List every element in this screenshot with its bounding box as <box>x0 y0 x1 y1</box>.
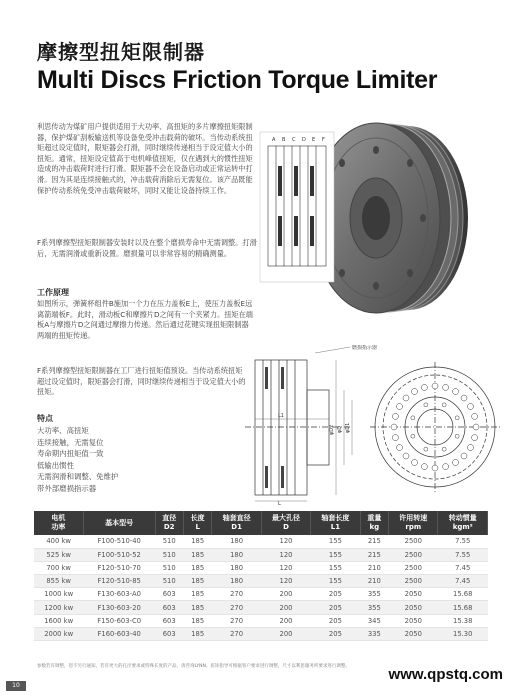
table-cell: 1000 kw <box>34 588 83 601</box>
table-cell: 355 <box>360 588 388 601</box>
table-cell: 2050 <box>389 588 438 601</box>
table-cell: 510 <box>155 548 183 561</box>
technical-drawing <box>240 345 500 505</box>
title-cn: 摩擦型扭矩限制器 <box>37 40 205 64</box>
table-cell: 210 <box>360 575 388 588</box>
bolt-hole <box>412 388 418 394</box>
part-letter: B <box>282 137 286 143</box>
table-row <box>34 614 488 627</box>
table-cell: 155 <box>311 575 360 588</box>
table-cell: 185 <box>183 561 211 574</box>
table-cell: 2050 <box>389 627 438 640</box>
table-cell: 155 <box>311 535 360 548</box>
col-header: 最大孔径 D <box>261 511 310 535</box>
spec-table <box>34 511 488 641</box>
hub-hole <box>424 447 428 451</box>
table-cell: 205 <box>311 614 360 627</box>
table-cell: 603 <box>155 601 183 614</box>
work-heading: 工作原理 <box>37 288 69 297</box>
table-cell: 270 <box>212 601 261 614</box>
hub-hole <box>455 434 459 438</box>
table-cell: 603 <box>155 614 183 627</box>
bolt-hole <box>421 464 427 470</box>
dim-label: L <box>278 501 281 505</box>
table-cell: 120 <box>261 535 310 548</box>
table-cell: 200 <box>261 627 310 640</box>
table-cell: 15.68 <box>438 601 488 614</box>
table-cell: 180 <box>212 561 261 574</box>
bolt-hole <box>432 465 438 471</box>
table-cell: 7.45 <box>438 561 488 574</box>
table-header-row <box>34 511 488 535</box>
table-cell: 700 kw <box>34 561 83 574</box>
table-cell: 2500 <box>389 575 438 588</box>
table-cell: 15.30 <box>438 627 488 640</box>
table-cell: 603 <box>155 627 183 640</box>
intro-paragraph: 利思传动为煤矿用户提供适用于大功率、高扭矩的多片摩擦扭矩限制器，保护煤矿刮板输送机等设备免受冲击载荷的破坏。当传动系统扭矩超过设定值时，限矩器会打滑，同时继续传递相当于设定值大小的扭矩。通常，扭矩设定值高于电机峰值扭矩，仅在遇到大的惯性扭矩造成的冲击载荷时进行打滑。限矩器不会在设备启动或正常运转中打滑。因为其是连续接触式的，冲击载荷消除后无需复位。该产品既能保护传动系统免受冲击载荷破坏，同时又能让设备持续工作。 <box>37 122 253 195</box>
table-cell: 7.45 <box>438 575 488 588</box>
table-cell: 345 <box>360 614 388 627</box>
page-number: 10 <box>6 681 26 691</box>
bolt-hole <box>468 404 474 410</box>
bolt-hole <box>461 453 467 459</box>
table-cell: F160-603-40 <box>83 627 155 640</box>
bolt-hole <box>443 384 449 390</box>
table-cell: 185 <box>183 535 211 548</box>
table-cell: 200 <box>261 614 310 627</box>
feature-item: 寿命期内扭矩值一致 <box>37 449 104 459</box>
watermark: www.qpstq.com <box>388 666 503 683</box>
table-cell: 2500 <box>389 535 438 548</box>
table-cell: 205 <box>311 588 360 601</box>
table-cell: 180 <box>212 575 261 588</box>
table-cell: 155 <box>311 548 360 561</box>
table-cell: 185 <box>183 548 211 561</box>
bolt-hole <box>472 435 478 441</box>
table-cell: F130-603-A0 <box>83 588 155 601</box>
feature-item: 连续接触，无需复位 <box>37 437 104 447</box>
hub-hole <box>411 416 415 420</box>
bolt-hole <box>443 464 449 470</box>
table-row <box>34 548 488 561</box>
table-cell: 205 <box>311 601 360 614</box>
dim-label: φD1 <box>345 422 351 433</box>
table-row <box>34 561 488 574</box>
bolt-hole <box>473 424 479 430</box>
table-cell: 155 <box>311 561 360 574</box>
table-cell: F100-510-52 <box>83 548 155 561</box>
col-header: 重量 kg <box>360 511 388 535</box>
table-cell: 7.55 <box>438 535 488 548</box>
table-cell: 400 kw <box>34 535 83 548</box>
table-row <box>34 627 488 640</box>
part-letter: D <box>302 137 306 143</box>
table-cell: 270 <box>212 627 261 640</box>
col-header: 直径 D2 <box>155 511 183 535</box>
intro-paragraph-2: F系列摩擦型扭矩限制器安装时以及在整个磨损寿命中无需调整。打滑后，无需润滑或重新设置。磨损量可以非常容易的精确测量。 <box>37 238 257 258</box>
table-cell: 355 <box>360 601 388 614</box>
table-cell: 855 kw <box>34 575 83 588</box>
hub-hole <box>455 416 459 420</box>
col-header: 长度 L <box>183 511 211 535</box>
table-cell: F130-603-20 <box>83 601 155 614</box>
bolt-hole <box>396 445 402 451</box>
table-cell: 525 kw <box>34 548 83 561</box>
dim-label: L1 <box>278 413 284 419</box>
table-cell: 185 <box>183 614 211 627</box>
features-list <box>37 425 118 495</box>
bolt-hole <box>453 388 459 394</box>
table-cell: 185 <box>183 588 211 601</box>
table-cell: 215 <box>360 535 388 548</box>
table-cell: 180 <box>212 535 261 548</box>
table-row <box>34 601 488 614</box>
part-letter: E <box>312 137 316 143</box>
hub-hole <box>442 447 446 451</box>
col-header: 电机 功率 <box>34 511 83 535</box>
bolt-hole <box>391 424 397 430</box>
bolt-hole <box>421 384 427 390</box>
work-paragraph-2: F系列摩擦型扭矩限制器在工厂进行扭矩值预设。当传动系统扭矩超过设定值时，限矩器会打滑，同时继续传递相当于设定值大小的扭矩。 <box>37 366 246 397</box>
feature-item: 带外部磨损指示器 <box>37 483 97 493</box>
table-cell: 120 <box>261 561 310 574</box>
bolt-hole <box>392 435 398 441</box>
table-cell: 2500 <box>389 561 438 574</box>
hub-hole <box>442 403 446 407</box>
table-cell: 1200 kw <box>34 601 83 614</box>
table-cell: 15.68 <box>438 588 488 601</box>
wear-indicator-label: 磨损指示器 <box>352 345 378 351</box>
table-cell: 510 <box>155 575 183 588</box>
table-cell: 210 <box>360 561 388 574</box>
table-row <box>34 535 488 548</box>
table-cell: 603 <box>155 588 183 601</box>
table-cell: 335 <box>360 627 388 640</box>
table-cell: 215 <box>360 548 388 561</box>
table-row <box>34 575 488 588</box>
bolt-hole <box>396 404 402 410</box>
col-header: 轴套长度 L1 <box>311 511 360 535</box>
part-letter: A <box>272 137 276 143</box>
table-cell: 2000 kw <box>34 627 83 640</box>
table-cell: 510 <box>155 561 183 574</box>
table-cell: 2050 <box>389 614 438 627</box>
hub-hole <box>424 403 428 407</box>
table-cell: 2050 <box>389 601 438 614</box>
work-paragraph: 如图所示，弹簧杯组件B施加一个力在压力盖板E上，使压力盖板E远离箭端板F。此时，滑动板C和摩擦片D之间有一个夹紧力。扭矩在端板A与摩擦片D之间通过摩擦力传递。然后通过花键实现扭矩限制器两端的扭矩传递。 <box>37 299 253 340</box>
feature-item: 无需润滑和调整、免维护 <box>37 472 119 482</box>
features-heading: 特点 <box>37 414 53 423</box>
cutaway-drawing <box>258 126 336 286</box>
table-cell: 185 <box>183 575 211 588</box>
bolt-hole <box>453 460 459 466</box>
bolt-hole <box>403 395 409 401</box>
col-header: 轴套直径 D1 <box>212 511 261 535</box>
table-cell: 205 <box>311 627 360 640</box>
table-cell: F120-510-85 <box>83 575 155 588</box>
bolt-hole <box>412 460 418 466</box>
table-cell: 120 <box>261 575 310 588</box>
table-row <box>34 588 488 601</box>
table-cell: F100-510-40 <box>83 535 155 548</box>
title-en: Multi Discs Friction Torque Limiter <box>37 66 438 94</box>
table-cell: 180 <box>212 548 261 561</box>
bolt-hole <box>468 445 474 451</box>
dim-label: φD <box>337 425 343 433</box>
dim-label: φD2 <box>329 424 335 435</box>
table-cell: F150-603-C0 <box>83 614 155 627</box>
part-letter: C <box>292 137 296 143</box>
footnote: 参数若有调整，恕不另行通知。若有更大的孔径要求或特殊长度的产品，请咨询LYNN。扭矩指导可根据客户要求进行调整，尺寸以利思服务所要求进行调整。 <box>37 664 350 669</box>
table-cell: 15.38 <box>438 614 488 627</box>
table-cell: F120-510-70 <box>83 561 155 574</box>
table-cell: 1600 kw <box>34 614 83 627</box>
table-cell: 270 <box>212 588 261 601</box>
part-letter: F <box>322 137 325 143</box>
hub-hole <box>411 434 415 438</box>
bolt-hole <box>392 413 398 419</box>
table-cell: 7.55 <box>438 548 488 561</box>
table-cell: 200 <box>261 588 310 601</box>
col-header: 基本型号 <box>83 511 155 535</box>
table-cell: 200 <box>261 601 310 614</box>
table-cell: 2500 <box>389 548 438 561</box>
bolt-hole <box>403 453 409 459</box>
bolt-hole <box>432 383 438 389</box>
table-cell: 185 <box>183 601 211 614</box>
bolt-hole <box>461 395 467 401</box>
col-header: 许用转速 rpm <box>389 511 438 535</box>
col-header: 转动惯量 kgm² <box>438 511 488 535</box>
feature-item: 低输出惯性 <box>37 460 74 470</box>
feature-item: 大功率、高扭矩 <box>37 426 89 435</box>
table-cell: 185 <box>183 627 211 640</box>
bolt-hole <box>472 413 478 419</box>
table-cell: 120 <box>261 548 310 561</box>
table-cell: 270 <box>212 614 261 627</box>
table-cell: 510 <box>155 535 183 548</box>
